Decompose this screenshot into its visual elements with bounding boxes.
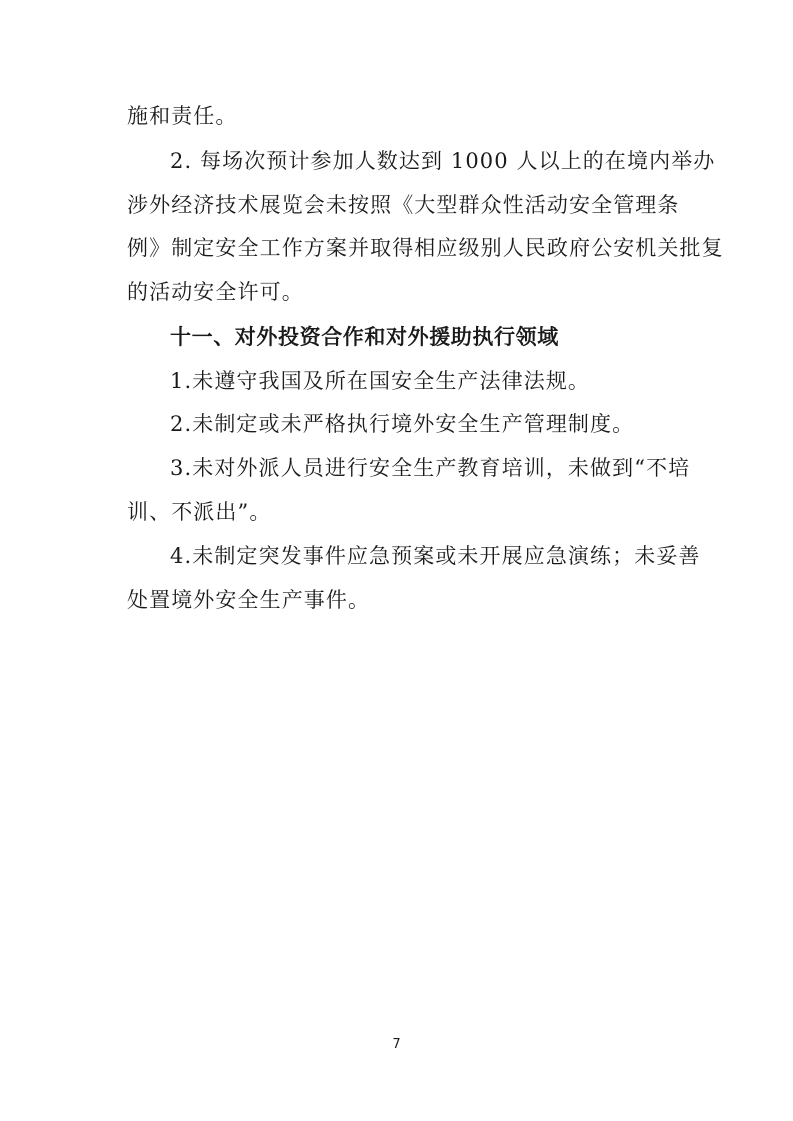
paragraph-line: 2. 每场次预计参加人数达到 1000 人以上的在境内举办 — [170, 149, 716, 173]
page-number: 7 — [392, 1037, 401, 1052]
paragraph-line: 的活动安全许可。 — [127, 280, 304, 304]
list-item: 2.未制定或未严格执行境外安全生产管理制度。 — [170, 412, 635, 436]
list-item: 4.未制定突发事件应急预案或未开展应急演练；未妥善 — [170, 544, 701, 568]
section-heading: 十一、对外投资合作和对外援助执行领域 — [170, 325, 559, 349]
list-item: 3.未对外派人员进行安全生产教育培训，未做到“不培 — [170, 456, 691, 480]
list-item-continuation: 训、不派出”。 — [127, 500, 272, 524]
list-item-continuation: 处置境外安全生产事件。 — [127, 588, 371, 612]
paragraph-line: 涉外经济技术展览会未按照《大型群众性活动安全管理条 — [127, 193, 680, 217]
paragraph-line: 例》制定安全工作方案并取得相应级别人民政府公安机关批复 — [127, 236, 724, 260]
list-item: 1.未遵守我国及所在国安全生产法律法规。 — [170, 369, 591, 393]
paragraph-line: 施和责任。 — [127, 104, 238, 128]
